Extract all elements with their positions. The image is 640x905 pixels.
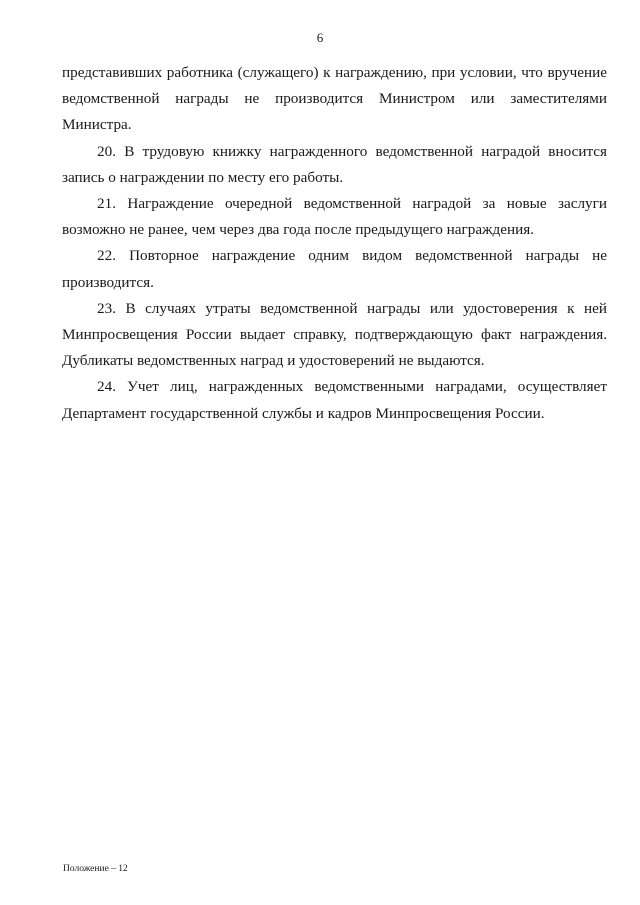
paragraph-continuation: представивших работника (служащего) к награждению, при условии, что вручение ведомственной награды не производится Министром или заместителями Министра. [62,64,607,134]
document-body [62,60,607,427]
paragraph-22: 22. Повторное награждение одним видом ведомственной награды не производится. [62,247,607,291]
paragraph-21: 21. Награждение очередной ведомственной наградой за новые заслуги возможно не ранее, чем через два года после предыдущего награждения. [62,195,607,239]
paragraph-24: 24. Учет лиц, награжденных ведомственными наградами, осуществляет Департамент государственной службы и кадров Минпросвещения России. [62,378,607,422]
paragraph-20: 20. В трудовую книжку награжденного ведомственной наградой вносится запись о награждении по месту его работы. [62,142,607,186]
paragraph-23: 23. В случаях утраты ведомственной награды или удостоверения к ней Минпросвещения России выдает справку, подтверждающую факт награждения. Дубликаты ведомственных наград и удостоверений не выдаются. [62,299,607,370]
document-footer: Положение – 12 [63,864,128,874]
page-number: 6 [316,30,324,45]
